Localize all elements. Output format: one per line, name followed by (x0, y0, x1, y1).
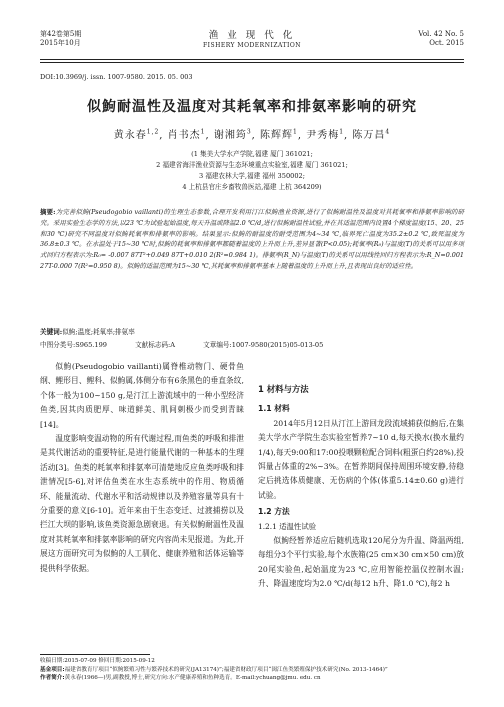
affiliation: 2 福建省海洋渔业资源与生态环境重点实验室,福建 厦门 361021; (156, 161, 348, 169)
author: 陈万昌$^4$ (352, 128, 391, 141)
issue-cn: 第42卷第5期 (40, 30, 82, 38)
paper-title: 似鮈耐温性及温度对其耗氧率和排氨率影响的研究 (87, 99, 417, 115)
keywords (40, 326, 464, 336)
received-dates: 收稿日期:2015-07-09 修回日期:2015-09-12 (40, 658, 155, 664)
abstract-label: 摘要: (40, 208, 56, 216)
section-heading: 1 材料与方法 (258, 384, 309, 394)
fund-line: 基金项目:福建省教育厅项目“似鮈繁殖习性与繁养技术的研究(JA13174)”;福建省财政厅项目“闽江鱼类繁殖保护技术研究(No. 2013-1464)” (40, 666, 388, 673)
affiliation: (1 集美大学水产学院,福建 厦门 361021; (191, 150, 313, 158)
subsubsection-heading: 1.2.1 适温性试验 (258, 521, 317, 531)
date-cn: 2015年10月 (40, 39, 81, 47)
subsection-heading: 1.2 方法 (258, 507, 290, 517)
journal-name-en: FISHERY MODERNIZATION (202, 42, 302, 49)
author: 陈辉辉$^1$ (260, 128, 298, 141)
author: 肖书杰$^1$ (167, 128, 206, 141)
keywords-label: 关键词: (40, 328, 63, 336)
issue-en: Vol. 42 No. 5 (418, 30, 464, 38)
body-paragraph: 似鮈(Pseudogobio vaillanti)属脊椎动物门、硬骨鱼纲、鲤形目、鲤科、似鮈属,体侧分布有6条黑色的垂直条纹,个体一般为100~150 g,是汀江上游流域中的一种小型经济鱼类,因其肉质肥厚、味道鲜美、肌间刺极少而受到青睐[14]。 (40, 362, 244, 429)
author-bio: 作者简介:黄永春(1966—)男,副教授,博士,研究方向:水产健康养殖和鱼种选育。E-mail:ychuang@jmu. edu. cn (40, 675, 321, 682)
author: 谢湘筠$^3$ (213, 128, 252, 141)
header-rule (40, 59, 464, 60)
affiliation: 3 福建农林大学,福建 福州 350002; (199, 172, 305, 180)
article-number: 文章编号:1007-9580(2015)05-013-05 (203, 341, 324, 349)
body-paragraph: 2014年5月12日从汀江上游回龙段流域捕获似鮈后,在集美大学水产学院生态实验室暂养7~10 d,每天换水(换水量约1/4),每天9:00和17:00投喂颗粒配合饲料(粗蛋白约28%),投饵量占体重的2%~3%。在暂养期间保持周围环境安静,待稳定后挑选体质健康、无伤病的个体(体重5.14±0.60 g)进行试验。 (258, 418, 464, 500)
affiliation: 4 上杭县官庄乡畜牧兽医站,福建 上杭 364209) (182, 183, 322, 191)
header-rule-thin (40, 62, 464, 63)
author-list: 黄永春$^{1,2}$, 肖书杰$^1$, 谢湘筠$^3$, 陈辉辉$^1$, 尹秀梅$^1$, 陈万昌$^4$ (113, 128, 391, 141)
doi: DOI:10.3969/j. issn. 1007-9580. 2015. 05. 003 (40, 73, 193, 81)
footnote-rule (40, 654, 150, 655)
running-header (40, 30, 464, 60)
subsection-heading: 1.1 材料 (258, 404, 290, 414)
clc-number: 中图分类号:S965.199 (40, 341, 107, 349)
keywords-text: 似鮈;温度;耗氧率;排氨率 (62, 328, 135, 336)
author: 尹秀梅$^1$ (306, 128, 345, 141)
header-center (40, 30, 464, 50)
author: 黄永春$^{1,2}$ (113, 128, 160, 141)
left-column (40, 360, 244, 576)
right-column (258, 360, 464, 592)
classification-line (40, 339, 464, 349)
abstract (40, 207, 464, 272)
doc-code: 文献标志码:A (135, 341, 176, 349)
abstract-text: 为完善似鮈(Pseudogobio vaillanti)的生理生态参数,合理开发利用汀江似鮈渔业资源,进行了似鮈耐温性及温度对其耗氧率和排氨率影响的研究。采用实验生态学的方法,以23 ℃为试验起始温度,每天升温或降温2.0 ℃/d,进行似鮈耐温性试验,并在其适温范围内设置4个梯度温度(15、20、25和30 ℃)研究不同温度对似鮈耗氧率和排氨率的影响。结果显示:似鮈的耐温度的耐受范围为4~34 ℃,临界死亡温度为35.2±0.2 ℃,致死温度为36.8±0.3 ℃。在水温处于15~30 ℃时,似鮈的耗氧率和排氨率都随着温度的上升而上升,差异显著(P<0.05);耗氧率(R₀)与温度(T)的关系可以用多项式回归方程表示为:R₀= -0.007 87T²+0.049 87T+0.010 2(R²=0.984 1)。排氨率(R_N)与温度(T)的关系可以用线性回归方程表示为:R_N=0.001 27T-0.000 7(R²=0.950 8)。似鮈的适温范围为15~30 ℃,其耗氧率和排氨率基本上随着温度的上升而上升,且表现出良好的适应性。 (40, 208, 465, 270)
body-paragraph: 似鮈经暂养适应后随机选取120尾分为升温、降温两组,每组分3个平行实验,每个水族箱(25 cm×30 cm×50 cm)放20尾实验鱼,起始温度为23 ℃,应用智能控温仪控制水温;升、降温速度均为2.0 ℃/d(每12 h升、降1.0 ℃),每2 h (258, 536, 464, 589)
journal-name-cn: 渔 业 现 代 化 (208, 30, 296, 41)
date-en: Oct. 2015 (429, 39, 464, 47)
footnote (40, 657, 464, 683)
body-paragraph: 温度影响变温动物的所有代谢过程,而鱼类的呼吸和排泄是其代谢活动的重要特征,是进行能量代谢的一种基本的生理活动[3]。鱼类的耗氧率和排氨率可清楚地反应鱼类呼吸和排泄情况[5-6],对评估鱼类在水生态系统中的作用、物质循环、能量流动、代谢水平和活动规律以及养殖容量等具有十分重要的意义[6-10]。近年来由于生态变迁、过渡捕捞以及拦江大坝的影响,该鱼类资源急剧衰退。有关似鮈耐温性及温度对其耗氧率和排氨率影响的研究内容尚未见报道。为此,开展这方面研究可为似鮈的人工驯化、健康养殖和活体运输等提供科学依据。 (40, 434, 244, 573)
header-right (418, 30, 464, 48)
